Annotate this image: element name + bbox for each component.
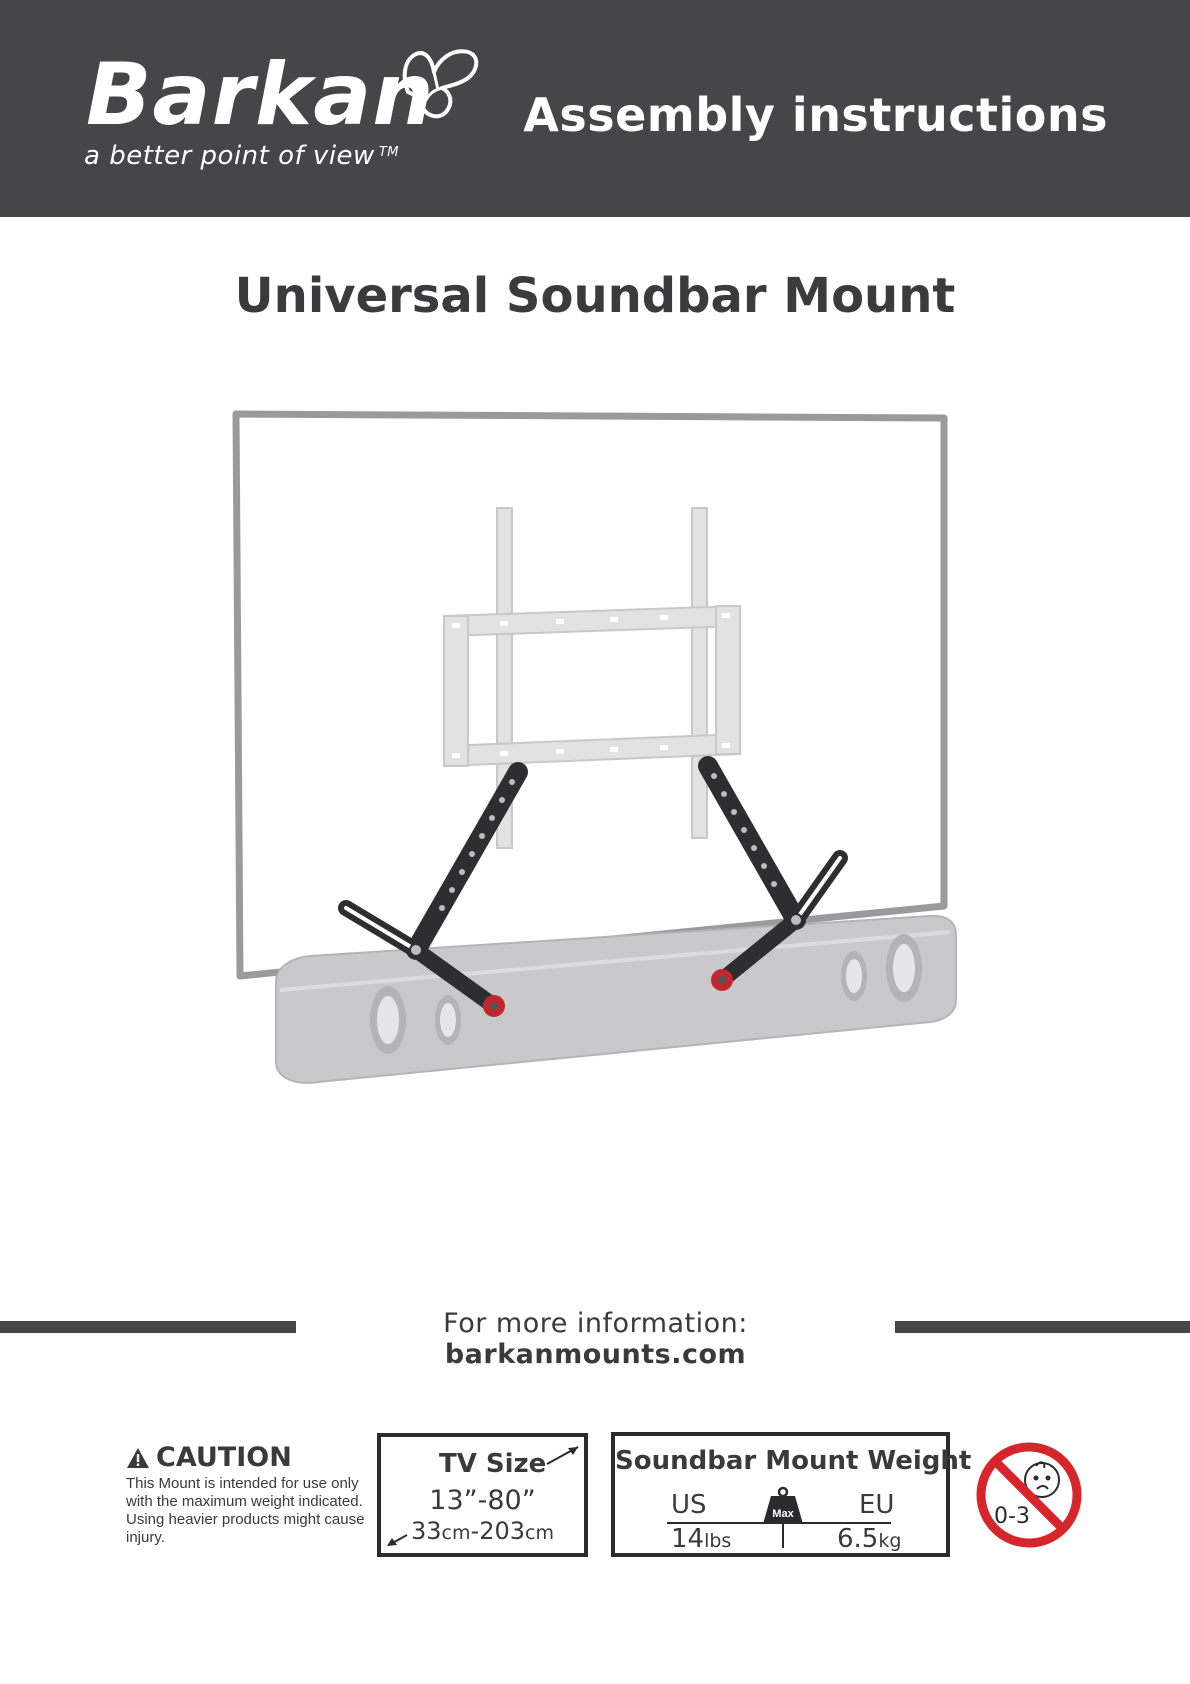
weight-icon: [761, 1486, 805, 1526]
tv-size-cm: 33cm-203cm: [411, 1517, 554, 1545]
speaker-right-large: [886, 934, 922, 1002]
butterfly-logo-icon: [398, 46, 482, 122]
weight-eu-label: EU: [859, 1490, 895, 1520]
document-type-title: Assembly instructions: [523, 88, 1108, 142]
weight-title: Soundbar Mount Weight: [615, 1446, 972, 1476]
speaker-right-small: [841, 951, 867, 1001]
caution-text: This Mount is intended for use only with the maximum weight indicated. Using heavier products might cause injury.: [126, 1475, 365, 1546]
weight-us-label: US: [671, 1490, 707, 1520]
weight-column-divider: [782, 1524, 784, 1548]
brand-logo-text: Barkan: [86, 45, 435, 145]
weight-us-value: 14lbs: [671, 1524, 732, 1554]
header-band: [0, 0, 1190, 217]
product-illustration: [0, 380, 1190, 1100]
product-title: Universal Soundbar Mount: [234, 268, 956, 324]
caution-title: CAUTION: [126, 1444, 366, 1471]
info-divider-right: [895, 1321, 1190, 1333]
info-divider-left: [0, 1321, 296, 1333]
weight-eu-value: 6.5kg: [837, 1524, 902, 1554]
max-weight-box: [611, 1432, 972, 1557]
speaker-left-small: [435, 995, 461, 1045]
brand-tagline: a better point of view ™: [84, 141, 399, 171]
speaker-left-large: [370, 986, 406, 1054]
tv-size-box: [377, 1433, 588, 1557]
caution-notice: [126, 1444, 366, 1547]
no-children-under-3-icon: [974, 1440, 1084, 1550]
warning-triangle-icon: [126, 1447, 150, 1469]
weight-icon-label: Max: [772, 1508, 794, 1520]
tv-outline: [236, 414, 944, 976]
tv-size-inches: 13”-80”: [429, 1485, 536, 1516]
tv-size-title: TV Size: [439, 1449, 547, 1479]
age-label: 0-3: [994, 1504, 1030, 1529]
more-info-text: For more information: barkanmounts.com: [443, 1308, 748, 1370]
website-link[interactable]: barkanmounts.com: [444, 1339, 747, 1370]
